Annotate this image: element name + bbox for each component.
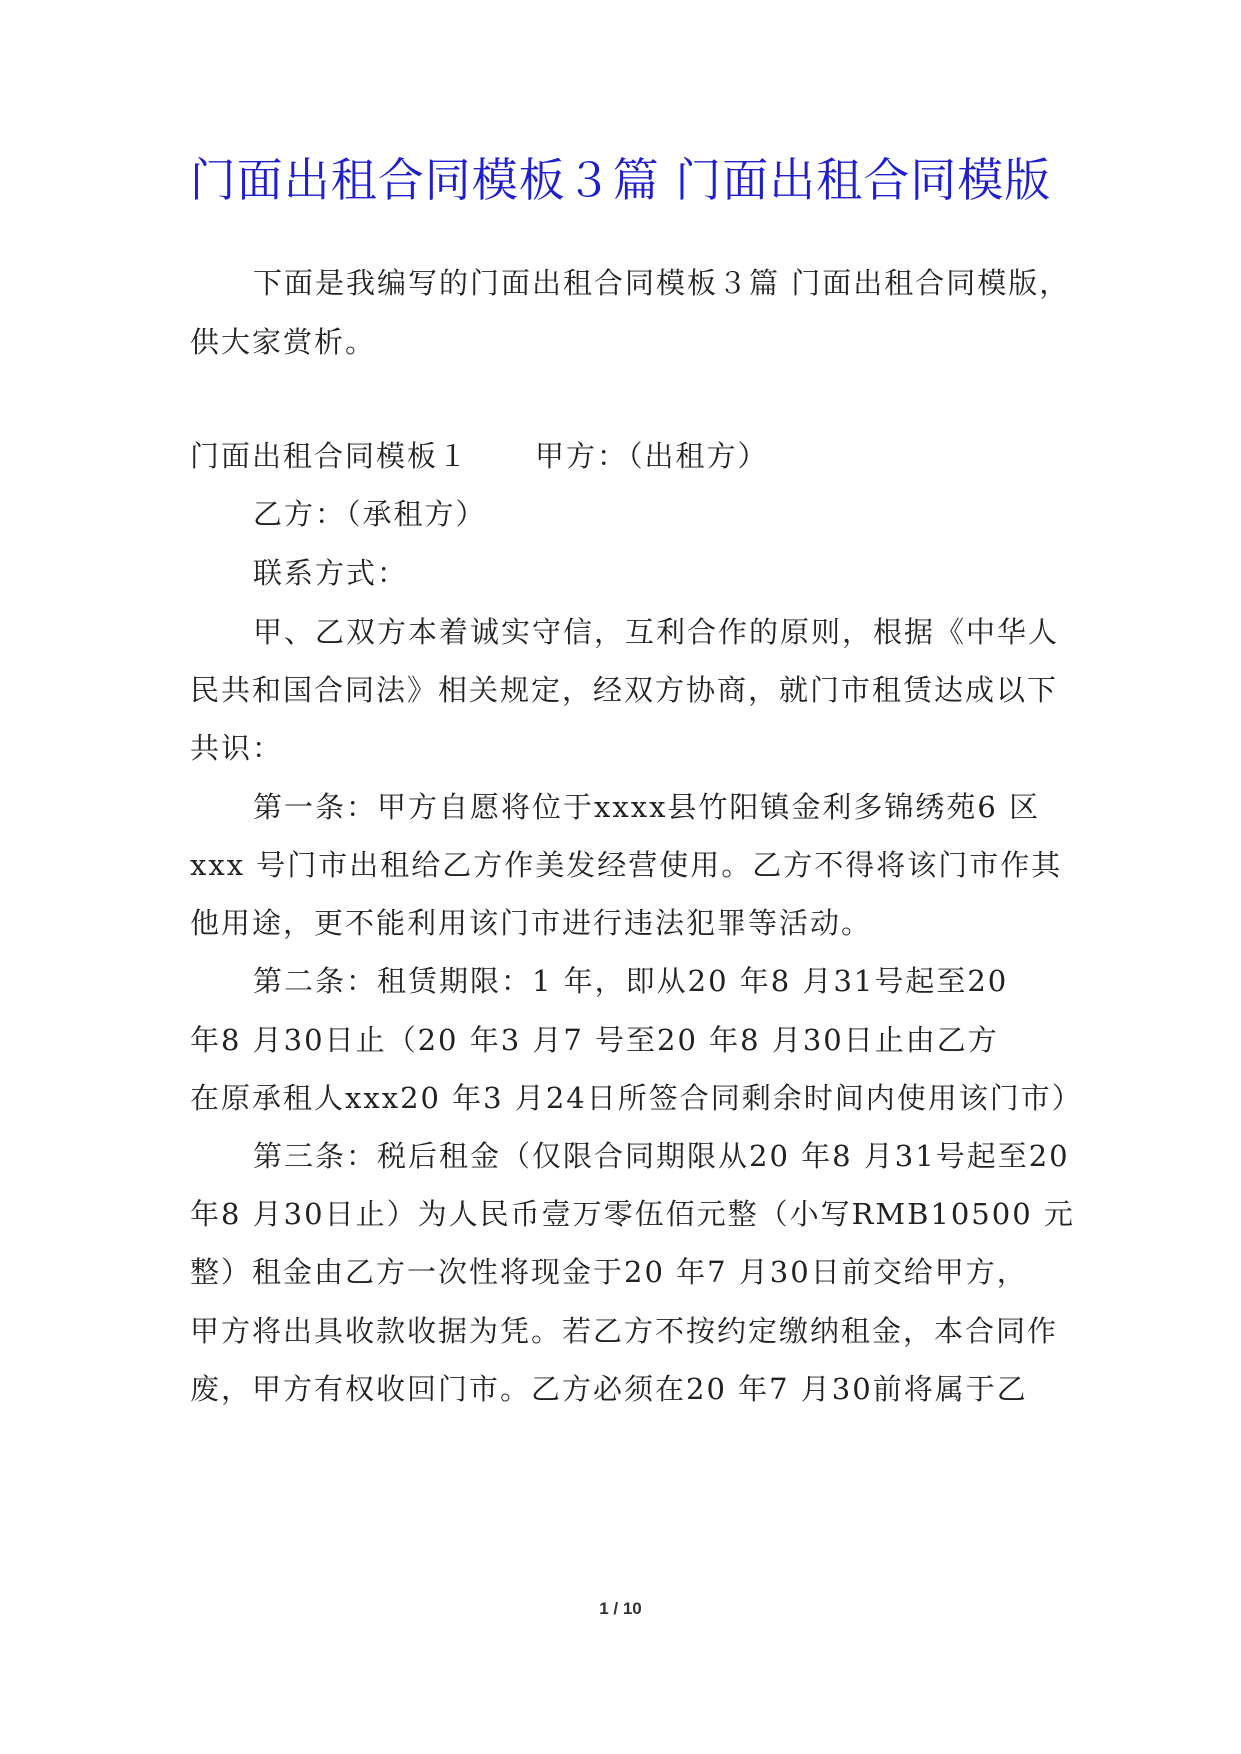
article-2-line-1: 第二条：租赁期限：1 年，即从20 年8 月31号起至20 <box>253 964 1009 998</box>
article-2-line-2: 年8 月30日止（20 年3 月7 号至20 年8 月30日止由乙方 <box>190 1023 999 1057</box>
section-heading-row <box>190 436 1070 476</box>
article-1-line-2: xxx 号门市出租给乙方作美发经营使用。乙方不得将该门市作其 <box>190 848 1063 882</box>
article-3-line-5: 废，甲方有权收回门市。乙方必须在20 年7 月30前将属于乙 <box>190 1372 1028 1406</box>
document-title: 门面出租合同模板３篇 门面出租合同模版 <box>189 153 1052 207</box>
party-b-label: 乙方：（承租方） <box>253 497 487 531</box>
contact-label: 联系方式： <box>253 556 409 590</box>
article-3-line-1: 第三条：税后租金（仅限合同期限从20 年8 月31号起至20 <box>253 1139 1070 1173</box>
article-3-line-4: 甲方将出具收款收据为凭。若乙方不按约定缴纳租金，本合同作 <box>190 1314 1059 1348</box>
intro-line-1: 下面是我编写的门面出租合同模板３篇 门面出租合同模版， <box>253 266 1071 300</box>
page-number: 1 / 10 <box>599 1599 642 1618</box>
preamble-line-3: 共识： <box>190 731 284 765</box>
article-2-line-3: 在原承租人xxx20 年3 月24日所签合同剩余时间内使用该门市） <box>190 1081 1083 1115</box>
article-1-line-3: 他用途，更不能利用该门市进行违法犯罪等活动。 <box>190 906 873 940</box>
intro-line-2: 供大家赏析。 <box>190 325 377 359</box>
section-heading: 门面出租合同模板１ <box>190 439 470 473</box>
article-3-line-3: 整）租金由乙方一次性将现金于20 年7 月30日前交给甲方， <box>190 1255 1028 1289</box>
preamble-line-2: 民共和国合同法》相关规定，经双方协商，就门市租赁达成以下 <box>190 673 1059 707</box>
preamble-line-1: 甲、乙双方本着诚实守信，互利合作的原则，根据《中华人 <box>253 615 1060 649</box>
article-3-line-2: 年8 月30日止）为人民币壹万零伍佰元整（小写RMB10500 元 <box>190 1197 1075 1231</box>
article-1-line-1: 第一条：甲方自愿将位于xxxx县竹阳镇金利多锦绣苑6 区 <box>253 790 1041 824</box>
party-a-label: 甲方：（出租方） <box>535 439 769 473</box>
